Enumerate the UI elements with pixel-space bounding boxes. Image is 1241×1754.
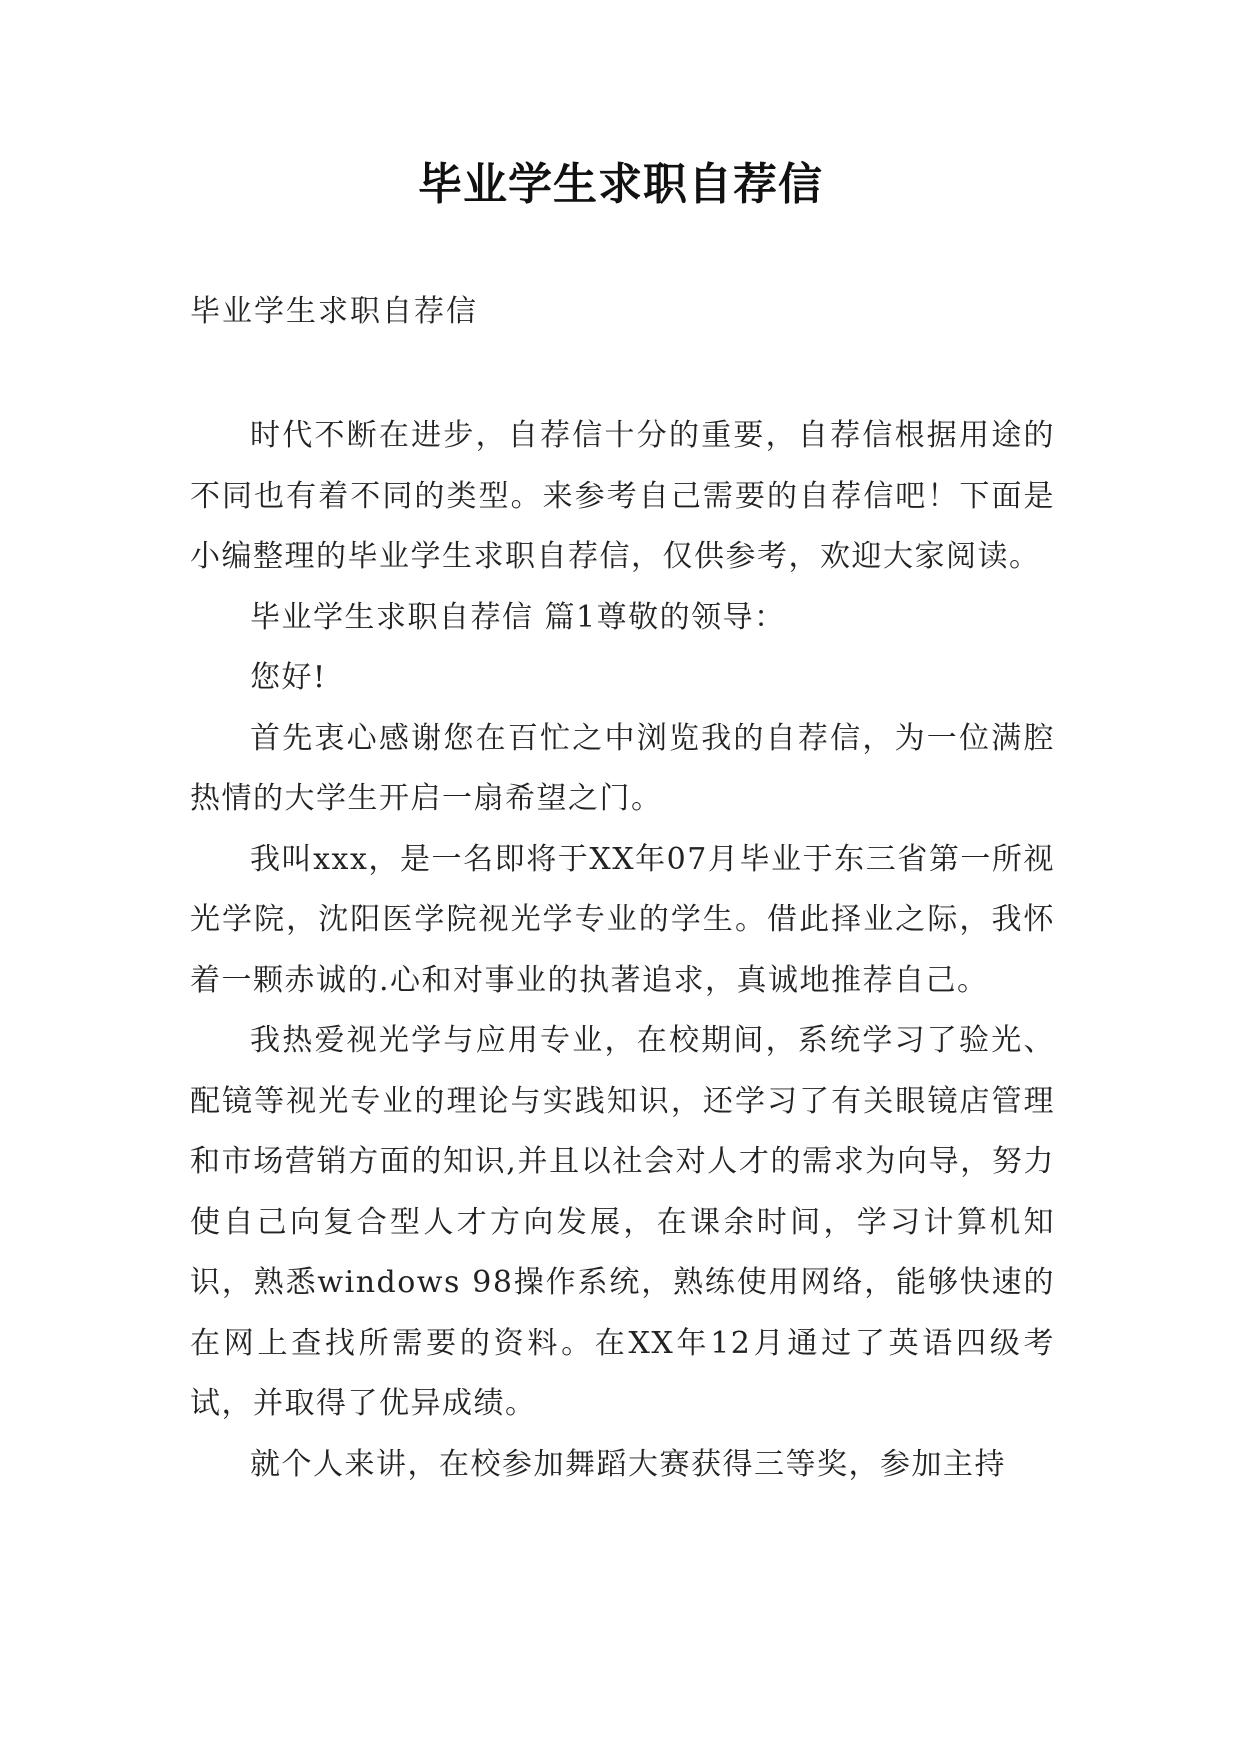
paragraph-studies: 我热爱视光学与应用专业，在校期间，系统学习了验光、配镜等视光专业的理论与实践知识，还学习了有关眼镜店管理和市场营销方面的知识,并且以社会对人才的需求为向导，努力使自己向复合型人才方向发展，在课余时间，学习计算机知识，熟悉windows 98操作系统，熟练使用网络，能够快速的在网上查找所需要的资料。在XX年12月通过了英语四级考试，并取得了优异成绩。 [190, 1023, 1055, 1421]
paragraph-introduction-self: 我叫xxx，是一名即将于XX年07月毕业于东三省第一所视光学院，沈阳医学院视光学专业的学生。借此择业之际，我怀着一颗赤诚的.心和对事业的执著追求，真诚地推荐自己。 [190, 841, 1055, 998]
paragraph-thanks: 首先衷心感谢您在百忙之中浏览我的自荐信，为一位满腔热情的大学生开启一扇希望之门。 [190, 720, 1055, 816]
paragraph-intro: 时代不断在进步，自荐信十分的重要，自荐信根据用途的不同也有着不同的类型。来参考自己需要的自荐信吧！下面是小编整理的毕业学生求职自荐信，仅供参考，欢迎大家阅读。 [190, 418, 1055, 574]
paragraph-greeting: 您好! [250, 660, 327, 695]
document-subtitle: 毕业学生求职自荐信 [190, 294, 478, 329]
document-body [190, 406, 1055, 1495]
paragraph-activities: 就个人来讲，在校参加舞蹈大赛获得三等奖，参加主持 [250, 1446, 1006, 1482]
document-title: 毕业学生求职自荐信 [418, 159, 823, 210]
paragraph-heading-salutation: 毕业学生求职自荐信 篇1尊敬的领导： [250, 599, 786, 635]
